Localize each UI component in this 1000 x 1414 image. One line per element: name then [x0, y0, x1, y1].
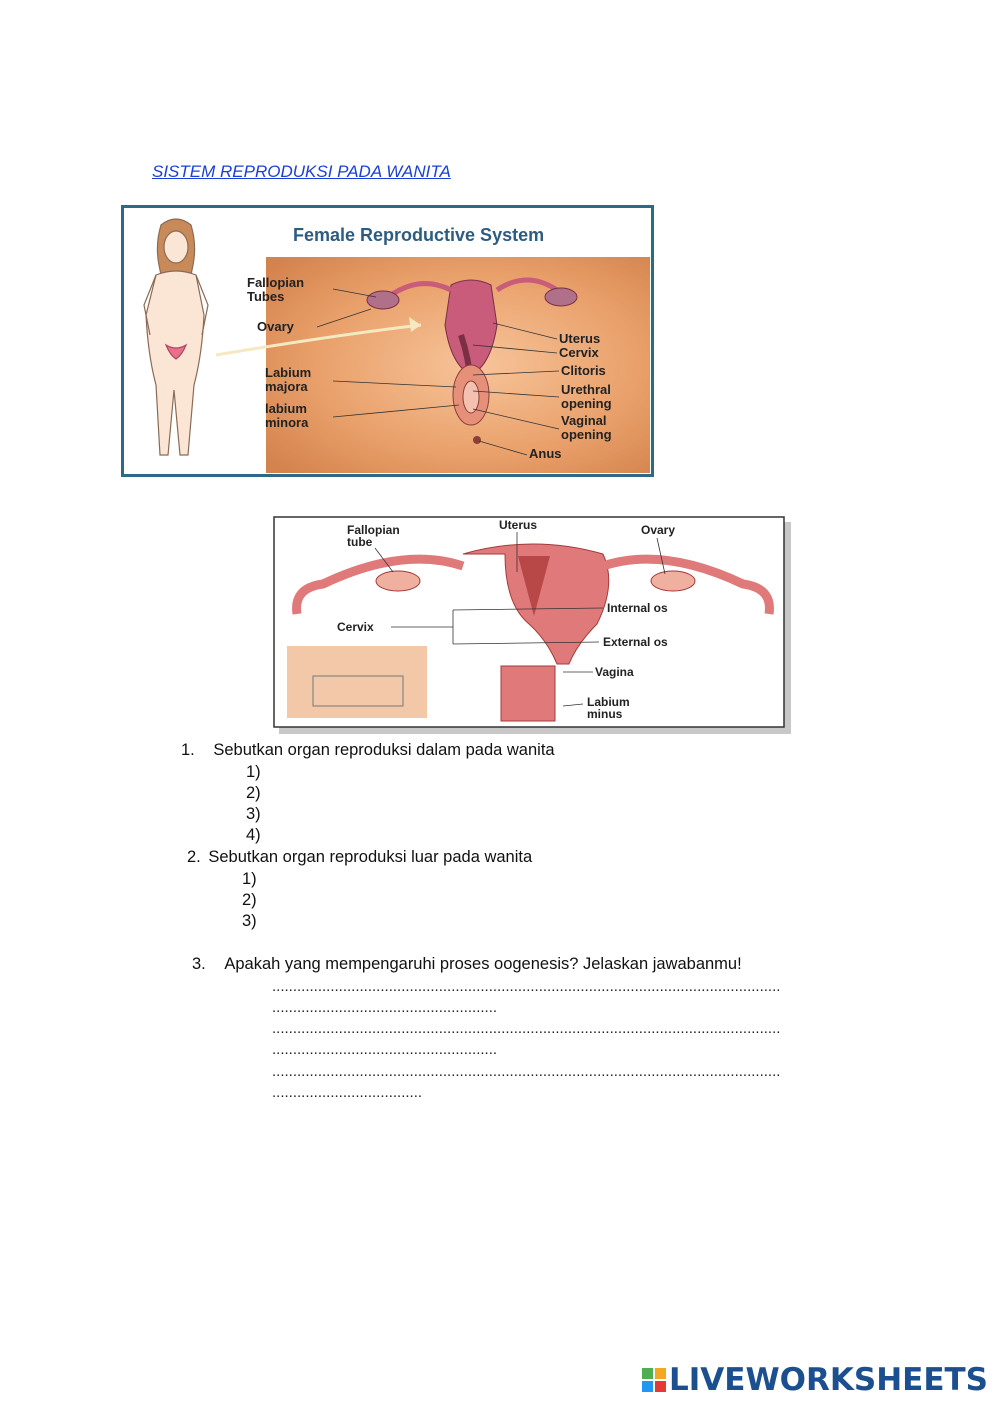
label-ovary-2: Ovary: [641, 523, 676, 537]
label-vagina: Vagina: [595, 665, 634, 679]
label-uterus: Uterus: [559, 331, 601, 346]
label-fallopian-tubes-1: Fallopian: [247, 275, 305, 290]
q2-answer-item-2: 2): [242, 891, 257, 909]
label-labium-minus-2: minus: [587, 707, 623, 721]
q1-answer-item-3: 3): [246, 805, 261, 823]
label-urethral-opening-1: Urethral: [561, 382, 611, 397]
uterus-diagram-figure: [273, 516, 795, 738]
question-2-number: 2.: [187, 848, 201, 866]
answer-line-5[interactable]: ..........................................................................................................................: [272, 1063, 781, 1080]
worksheet-title[interactable]: SISTEM REPRODUKSI PADA WANITA: [152, 162, 451, 181]
answer-line-3[interactable]: ..........................................................................................................................: [272, 1020, 781, 1037]
label-urethral-opening-2: opening: [561, 396, 612, 411]
question-1-text: Sebutkan organ reproduksi dalam pada wanita: [213, 741, 555, 759]
label-labium-minora-2: minora: [265, 415, 309, 430]
label-fallopian-tube-2: tube: [347, 535, 373, 549]
label-clitoris: Clitoris: [561, 363, 606, 378]
label-external-os: External os: [603, 635, 668, 649]
label-fallopian-tube-1: Fallopian: [347, 523, 400, 537]
q1-answer-item-2: 2): [246, 784, 261, 802]
label-ovary: Ovary: [257, 319, 294, 334]
answer-line-6[interactable]: ....................................: [272, 1084, 423, 1101]
question-1: [181, 741, 555, 760]
label-uterus-2: Uterus: [499, 518, 538, 532]
q2-answer-item-1: 1): [242, 870, 257, 888]
q2-answer-item-3: 3): [242, 912, 257, 930]
label-labium-minus-1: Labium: [587, 695, 630, 709]
question-1-number: 1.: [181, 741, 195, 759]
answer-line-2[interactable]: ......................................................: [272, 999, 498, 1016]
question-3: [192, 955, 742, 974]
question-3-number: 3.: [192, 955, 206, 973]
label-vaginal-opening-2: opening: [561, 427, 612, 442]
liveworksheets-logo[interactable]: [642, 1362, 988, 1398]
label-vaginal-opening-1: Vaginal: [561, 413, 607, 428]
liveworksheets-logo-text: LIVEWORKSHEETS: [669, 1362, 988, 1398]
q1-answer-item-4: 4): [246, 826, 261, 844]
question-2: [187, 848, 532, 867]
label-cervix: Cervix: [559, 345, 599, 360]
answer-line-1[interactable]: ..........................................................................................................................: [272, 978, 781, 995]
figure1-heading: Female Reproductive System: [293, 225, 545, 245]
label-fallopian-tubes-2: Tubes: [247, 289, 285, 304]
label-internal-os: Internal os: [607, 601, 668, 615]
question-2-text: Sebutkan organ reproduksi luar pada wanita: [208, 848, 533, 866]
female-reproductive-system-figure: [121, 205, 654, 477]
liveworksheets-logo-icon: [642, 1368, 666, 1392]
label-labium-majora-2: majora: [265, 379, 308, 394]
label-labium-majora-1: Labium: [265, 365, 312, 380]
answer-line-4[interactable]: ......................................................: [272, 1041, 498, 1058]
label-anus: Anus: [529, 446, 562, 461]
label-labium-minora-1: labium: [265, 401, 307, 416]
question-3-text: Apakah yang mempengaruhi proses oogenesis? Jelaskan jawabanmu!: [224, 955, 742, 973]
label-cervix-2: Cervix: [337, 620, 374, 634]
q1-answer-item-1: 1): [246, 763, 261, 781]
